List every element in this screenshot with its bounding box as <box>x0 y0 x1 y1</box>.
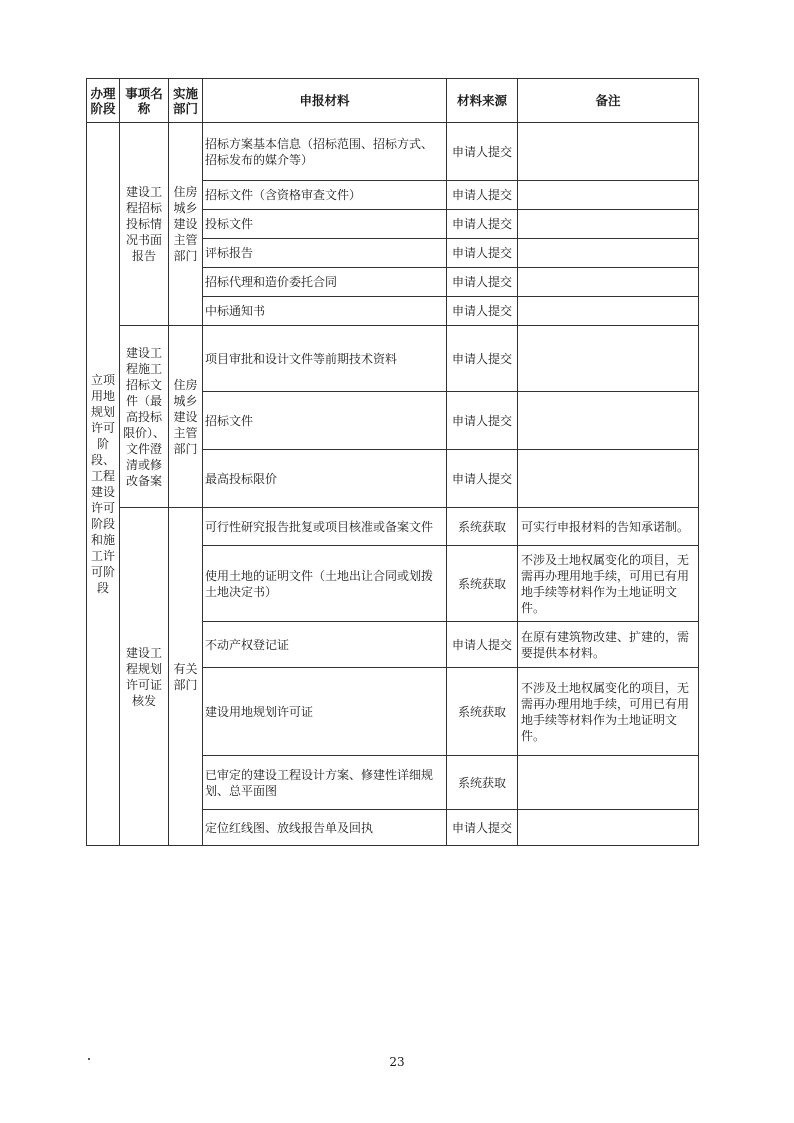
table-row <box>87 508 699 546</box>
item-cell: 建设工程招标投标情况书面报告 <box>120 123 169 326</box>
remark-cell <box>518 810 699 846</box>
materials-table <box>86 78 699 846</box>
remark-cell: 不涉及土地权属变化的项目，无需再办理用地手续，可用已有用地手续等材料作为土地证明文件。 <box>518 546 699 622</box>
source-cell: 系统获取 <box>447 756 518 810</box>
header-material: 申报材料 <box>203 79 447 123</box>
material-cell: 已审定的建设工程设计方案、修建性详细规划、总平面图 <box>203 756 447 810</box>
remark-cell <box>518 123 699 181</box>
remark-cell <box>518 756 699 810</box>
source-cell: 申请人提交 <box>447 326 518 392</box>
remark-cell <box>518 239 699 268</box>
material-cell: 招标代理和造价委托合同 <box>203 268 447 297</box>
dept-cell: 有关部门 <box>169 508 203 846</box>
item-cell: 建设工程规划许可证核发 <box>120 508 169 846</box>
material-cell: 不动产权登记证 <box>203 622 447 668</box>
item-cell: 建设工程施工招标文件（最高投标限价）、文件澄清或修改备案 <box>120 326 169 508</box>
material-cell: 投标文件 <box>203 210 447 239</box>
material-cell: 最高投标限价 <box>203 450 447 508</box>
remark-cell <box>518 326 699 392</box>
material-cell: 建设用地规划许可证 <box>203 668 447 756</box>
remark-cell: 在原有建筑物改建、扩建的，需要提供本材料。 <box>518 622 699 668</box>
source-cell: 系统获取 <box>447 668 518 756</box>
remark-cell: 不涉及土地权属变化的项目，无需再办理用地手续，可用已有用地手续等材料作为土地证明文件。 <box>518 668 699 756</box>
remark-cell <box>518 268 699 297</box>
dept-cell: 住房城乡建设主管部门 <box>169 326 203 508</box>
material-cell: 评标报告 <box>203 239 447 268</box>
source-cell: 系统获取 <box>447 546 518 622</box>
material-cell: 招标文件 <box>203 392 447 450</box>
material-cell: 项目审批和设计文件等前期技术资料 <box>203 326 447 392</box>
material-cell: 中标通知书 <box>203 297 447 326</box>
source-cell: 申请人提交 <box>447 622 518 668</box>
source-cell: 申请人提交 <box>447 210 518 239</box>
dept-cell: 住房城乡建设主管部门 <box>169 123 203 326</box>
header-source: 材料来源 <box>447 79 518 123</box>
table-row <box>87 123 699 181</box>
source-cell: 申请人提交 <box>447 181 518 210</box>
stage-cell: 立项用地规划许可阶段、工程建设许可阶段和施工许可阶段 <box>87 123 120 846</box>
remark-cell <box>518 392 699 450</box>
material-cell: 定位红线图、放线报告单及回执 <box>203 810 447 846</box>
remark-cell <box>518 210 699 239</box>
remark-cell <box>518 181 699 210</box>
header-stage: 办理阶段 <box>87 79 120 123</box>
material-cell: 可行性研究报告批复或项目核准或备案文件 <box>203 508 447 546</box>
source-cell: 申请人提交 <box>447 392 518 450</box>
table-row <box>87 326 699 392</box>
header-dept: 实施部门 <box>169 79 203 123</box>
remark-cell <box>518 450 699 508</box>
page-number: 23 <box>389 1055 405 1069</box>
source-cell: 申请人提交 <box>447 123 518 181</box>
header-remark: 备注 <box>518 79 699 123</box>
source-cell: 申请人提交 <box>447 239 518 268</box>
source-cell: 申请人提交 <box>447 268 518 297</box>
source-cell: 系统获取 <box>447 508 518 546</box>
source-cell: 申请人提交 <box>447 810 518 846</box>
material-cell: 使用土地的证明文件（土地出让合同或划拨土地决定书） <box>203 546 447 622</box>
source-cell: 申请人提交 <box>447 297 518 326</box>
source-cell: 申请人提交 <box>447 450 518 508</box>
remark-cell: 可实行申报材料的告知承诺制。 <box>518 508 699 546</box>
remark-cell <box>518 297 699 326</box>
material-cell: 招标方案基本信息（招标范围、招标方式、招标发布的媒介等） <box>203 123 447 181</box>
header-item: 事项名称 <box>120 79 169 123</box>
material-cell: 招标文件（含资格审查文件） <box>203 181 447 210</box>
